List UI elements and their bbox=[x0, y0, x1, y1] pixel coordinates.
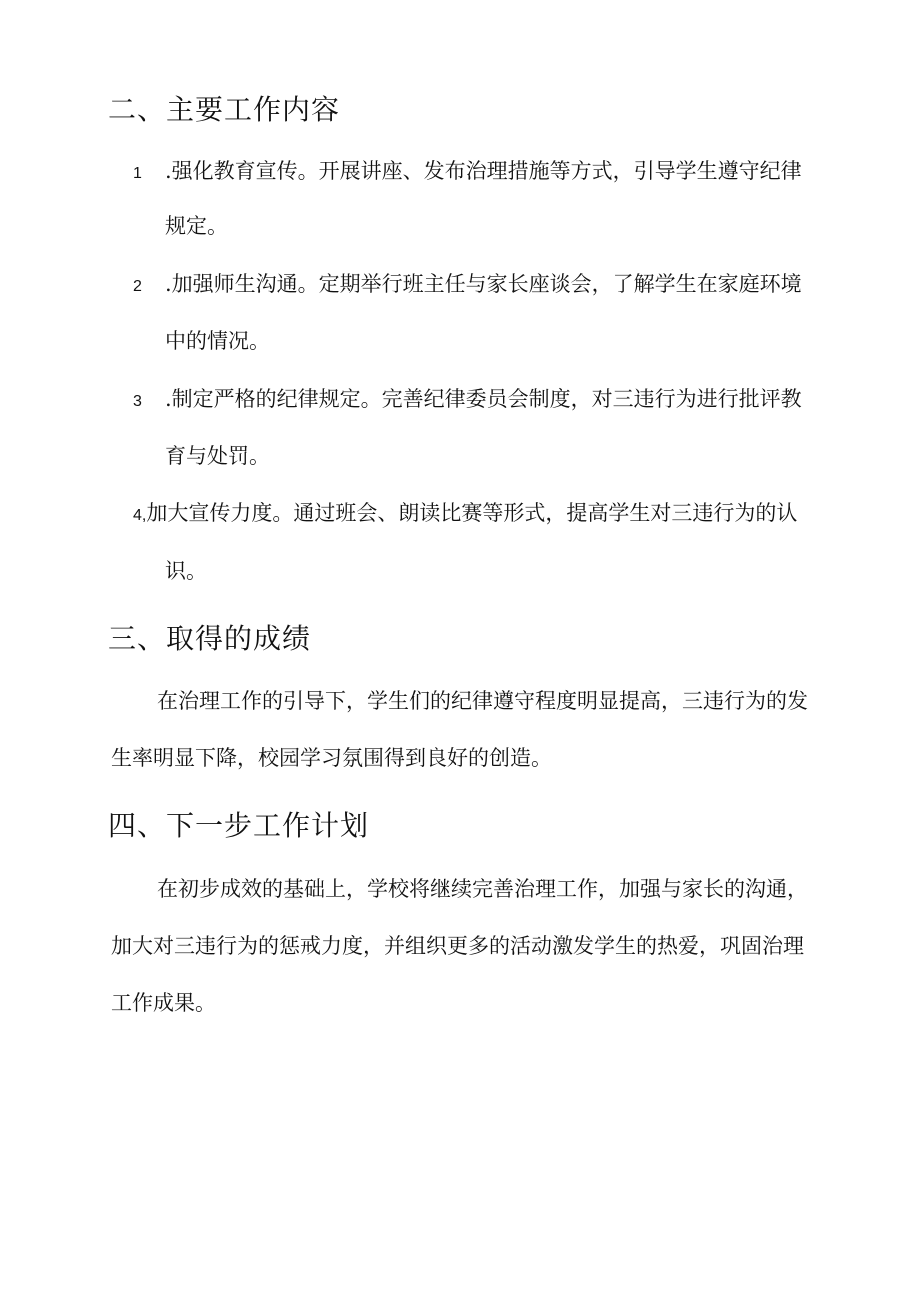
next-plan-paragraph-line-1: 在初步成效的基础上，学校将继续完善治理工作，加强与家长的沟通， bbox=[157, 877, 808, 901]
list-item-4-line-2: 识。 bbox=[165, 559, 207, 583]
list-item-number: 3 bbox=[133, 393, 142, 410]
list-item-number: 4, bbox=[133, 507, 147, 524]
list-item-1-line-1 bbox=[133, 156, 802, 189]
list-item-text: 加大宣传力度。通过班会、朗读比赛等形式，提高学生对三违行为的认 bbox=[146, 501, 798, 525]
list-item-2-line-1 bbox=[133, 269, 802, 302]
results-paragraph-line-2: 生率明显下降，校园学习氛围得到良好的创造。 bbox=[111, 746, 552, 770]
results-paragraph-line-1: 在治理工作的引导下，学生们的纪律遵守程度明显提高，三违行为的发 bbox=[157, 689, 808, 713]
list-item-4-line-1 bbox=[133, 498, 797, 531]
list-item-text: .加强师生沟通。定期举行班主任与家长座谈会，了解学生在家庭环境 bbox=[165, 272, 802, 296]
section-heading-results: 三、取得的成绩 bbox=[108, 622, 312, 655]
list-item-number: 1 bbox=[133, 165, 142, 182]
list-item-text: .制定严格的纪律规定。完善纪律委员会制度，对三违行为进行批评教 bbox=[165, 387, 802, 411]
next-plan-paragraph-line-2: 加大对三违行为的惩戒力度，并组织更多的活动激发学生的热爱，巩固治理 bbox=[111, 934, 804, 958]
next-plan-paragraph-line-3: 工作成果。 bbox=[111, 991, 216, 1015]
list-item-3-line-2: 育与处罚。 bbox=[165, 444, 270, 468]
list-item-number: 2 bbox=[133, 278, 142, 295]
list-item-2-line-2: 中的情况。 bbox=[165, 329, 270, 353]
section-heading-next-plan: 四、下一步工作计划 bbox=[108, 809, 370, 842]
list-item-3-line-1 bbox=[133, 384, 802, 417]
list-item-text: .强化教育宣传。开展讲座、发布治理措施等方式，引导学生遵守纪律 bbox=[165, 159, 802, 183]
list-item-1-line-2: 规定。 bbox=[165, 214, 228, 238]
section-heading-work-content: 二、主要工作内容 bbox=[108, 93, 341, 126]
